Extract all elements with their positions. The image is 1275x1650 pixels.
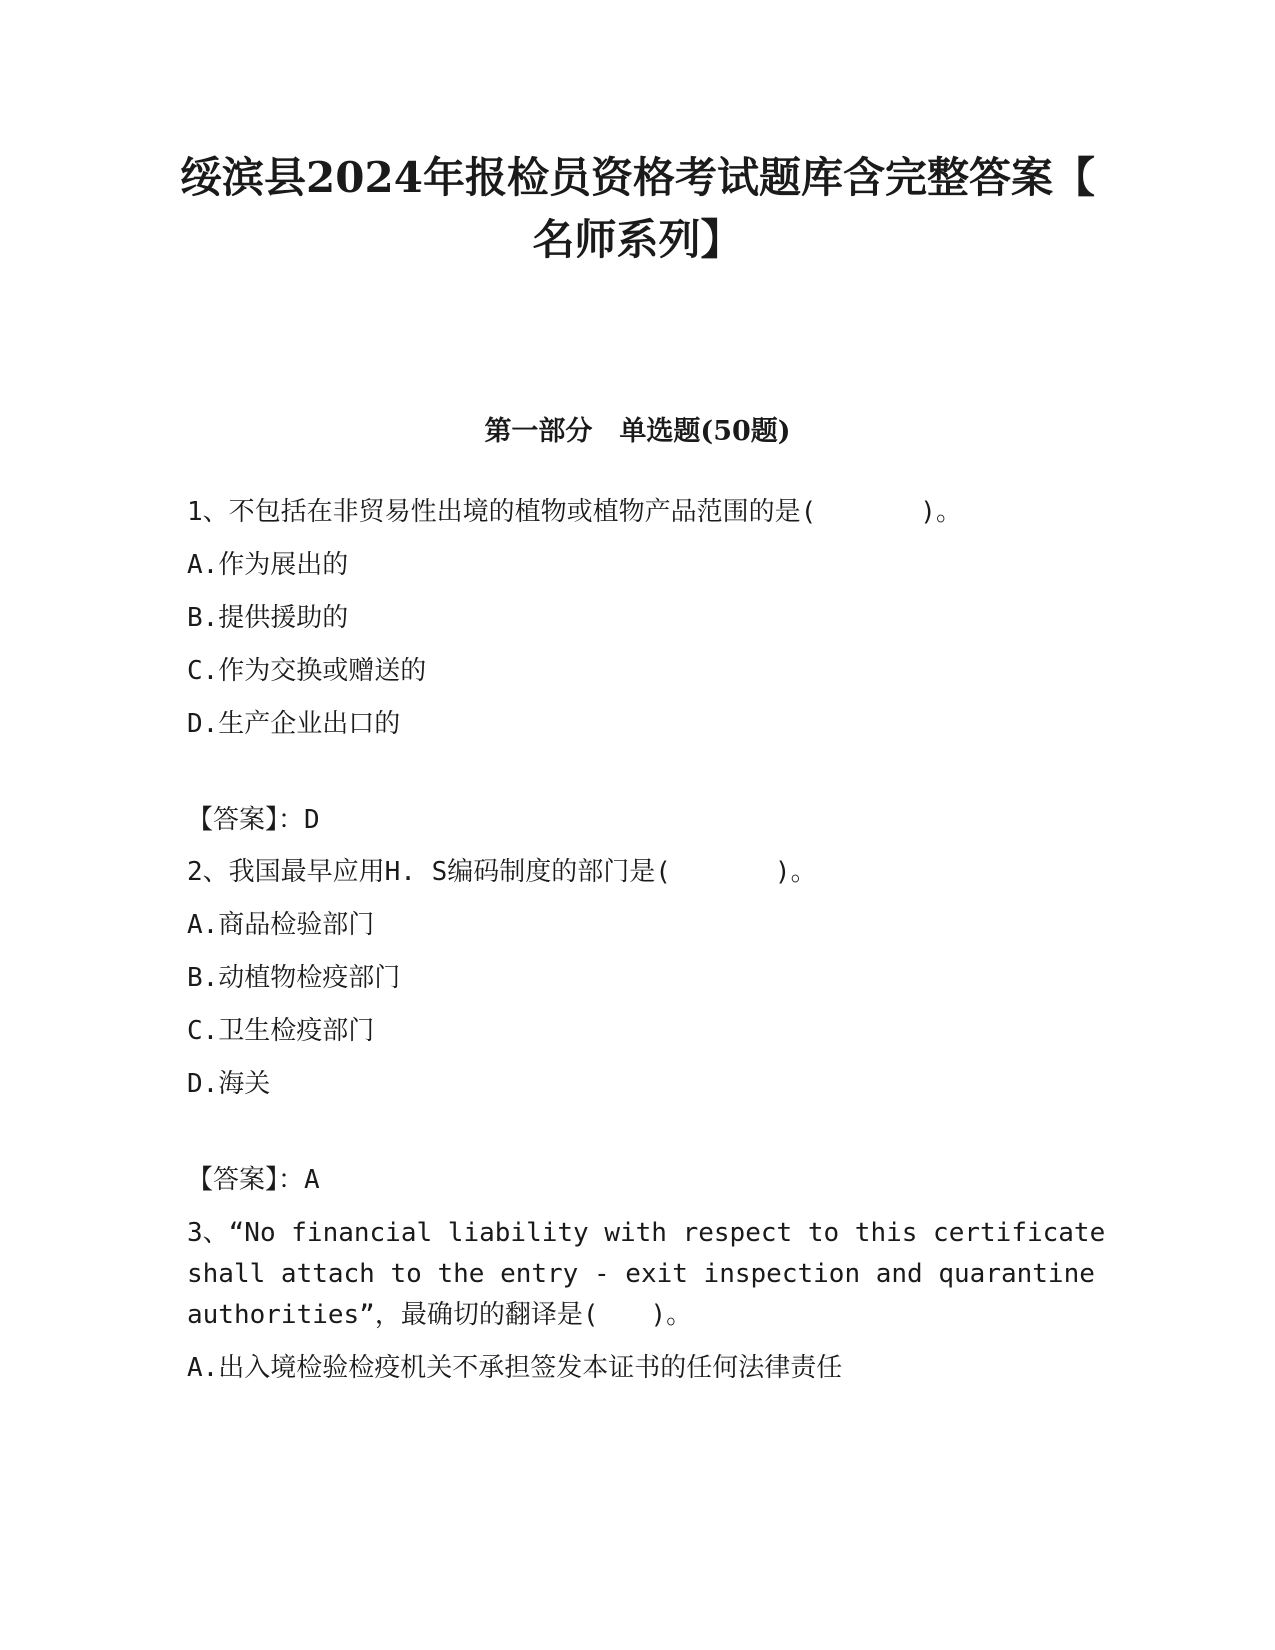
question-3-stem-line-3: authorities”，最确切的翻译是( )。: [187, 1300, 693, 1330]
question-1-option-b: B.提供援助的: [187, 603, 349, 633]
question-1-option-a: A.作为展出的: [187, 550, 349, 580]
question-2-option-a: A.商品检验部门: [187, 910, 375, 940]
question-3-stem-line-1: 3、“No financial liability with respect to this certificate: [187, 1218, 1106, 1248]
question-3-option-a: A.出入境检验检疫机关不承担签发本证书的任何法律责任: [187, 1353, 843, 1383]
question-2-answer: 【答案】：A: [187, 1165, 320, 1195]
question-2-stem: 2、我国最早应用H. S编码制度的部门是( )。: [187, 857, 817, 887]
question-1-answer: 【答案】：D: [187, 805, 320, 835]
question-2-option-c: C.卫生检疫部门: [187, 1016, 375, 1046]
document-title-line-1: 绥滨县2024年报检员资格考试题库含完整答案【: [180, 153, 1095, 202]
question-2-option-d: D.海关: [187, 1069, 271, 1099]
document-title-line-2: 名师系列】: [532, 215, 743, 264]
section-heading: 第一部分 单选题(50题): [484, 416, 791, 447]
question-2-option-b: B.动植物检疫部门: [187, 963, 401, 993]
question-1-option-c: C.作为交换或赠送的: [187, 656, 427, 686]
question-1-stem: 1、不包括在非贸易性出境的植物或植物产品范围的是( )。: [187, 497, 962, 527]
question-1-option-d: D.生产企业出口的: [187, 709, 401, 739]
question-3-stem-line-2: shall attach to the entry - exit inspection and quarantine: [187, 1259, 1095, 1289]
